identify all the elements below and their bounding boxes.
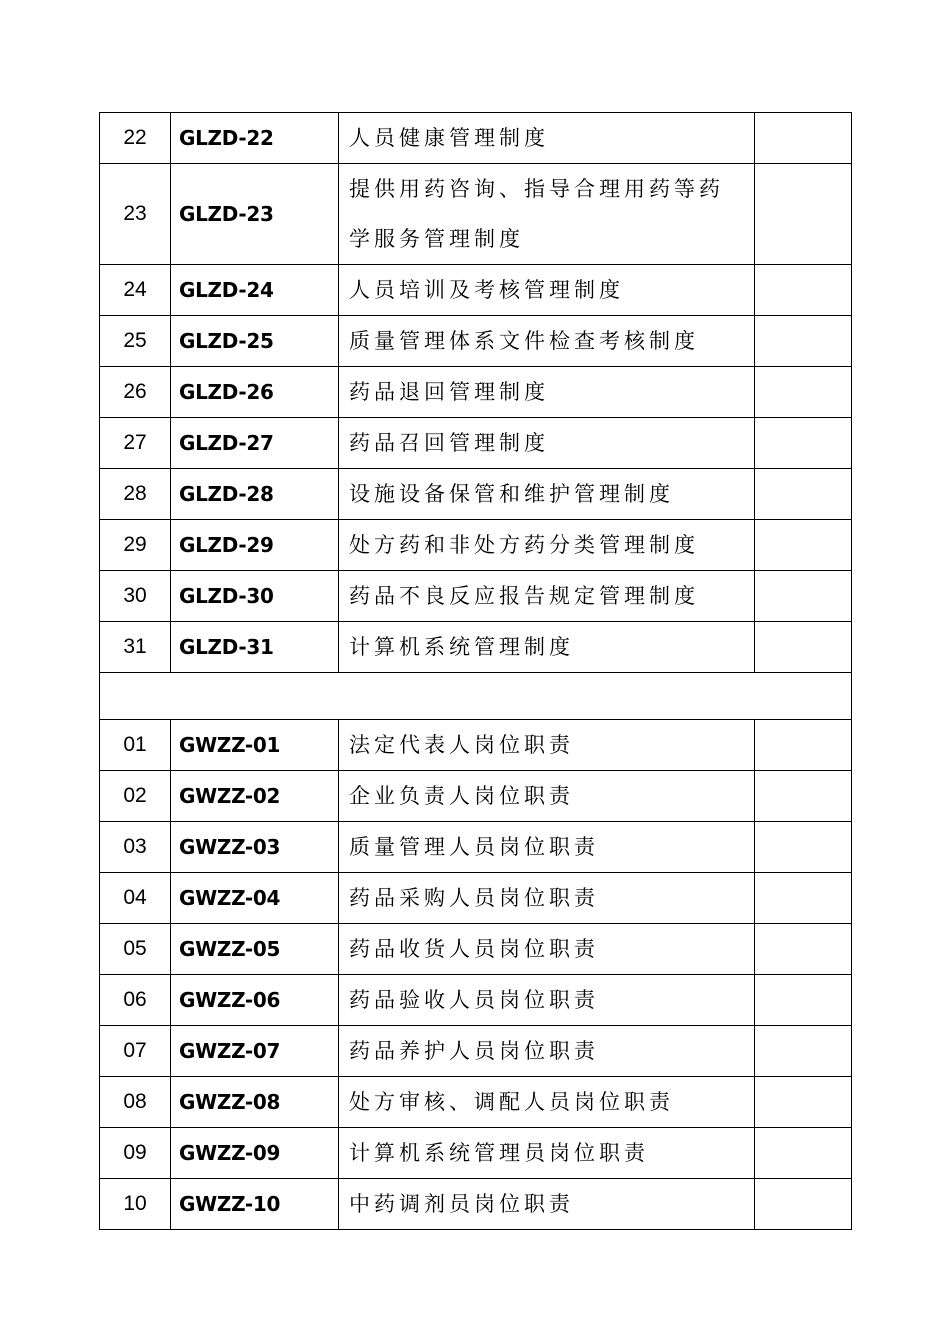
table-row: [100, 418, 852, 469]
document-title: 药品不良反应报告规定管理制度: [339, 571, 755, 622]
document-title: 企业负责人岗位职责: [339, 771, 755, 822]
table-row: [100, 975, 852, 1026]
remark-cell: [755, 975, 852, 1026]
document-table: [99, 112, 852, 1230]
document-code: GLZD-26: [171, 367, 339, 418]
document-code: GLZD-27: [171, 418, 339, 469]
document-code: GLZD-29: [171, 520, 339, 571]
document-code: GWZZ-09: [171, 1128, 339, 1179]
remark-cell: [755, 771, 852, 822]
document-code: GLZD-23: [171, 164, 339, 265]
row-number: 06: [100, 975, 171, 1026]
table-row: [100, 822, 852, 873]
remark-cell: [755, 822, 852, 873]
document-code: GWZZ-02: [171, 771, 339, 822]
document-title: 人员健康管理制度: [339, 113, 755, 164]
document-code: GLZD-28: [171, 469, 339, 520]
table-row: [100, 520, 852, 571]
document-title: 提供用药咨询、指导合理用药等药学服务管理制度: [339, 164, 755, 265]
row-number: 09: [100, 1128, 171, 1179]
document-title: 药品养护人员岗位职责: [339, 1026, 755, 1077]
document-title: 设施设备保管和维护管理制度: [339, 469, 755, 520]
row-number: 02: [100, 771, 171, 822]
table-row: [100, 164, 852, 265]
row-number: 01: [100, 720, 171, 771]
row-number: 31: [100, 622, 171, 673]
document-title: 处方药和非处方药分类管理制度: [339, 520, 755, 571]
document-title: 药品验收人员岗位职责: [339, 975, 755, 1026]
document-title: 计算机系统管理员岗位职责: [339, 1128, 755, 1179]
remark-cell: [755, 1128, 852, 1179]
document-title: 药品召回管理制度: [339, 418, 755, 469]
remark-cell: [755, 720, 852, 771]
table-row: [100, 316, 852, 367]
section-separator-cell: [100, 673, 852, 720]
remark-cell: [755, 367, 852, 418]
row-number: 24: [100, 265, 171, 316]
document-code: GWZZ-04: [171, 873, 339, 924]
document-code: GLZD-22: [171, 113, 339, 164]
remark-cell: [755, 265, 852, 316]
row-number: 27: [100, 418, 171, 469]
document-code: GLZD-24: [171, 265, 339, 316]
table-row: [100, 1179, 852, 1230]
document-code: GWZZ-10: [171, 1179, 339, 1230]
document-code: GWZZ-05: [171, 924, 339, 975]
document-title: 质量管理体系文件检查考核制度: [339, 316, 755, 367]
table-row: [100, 469, 852, 520]
row-number: 05: [100, 924, 171, 975]
remark-cell: [755, 164, 852, 265]
table-row: [100, 622, 852, 673]
table-row: [100, 771, 852, 822]
row-number: 26: [100, 367, 171, 418]
document-title: 计算机系统管理制度: [339, 622, 755, 673]
table-row: [100, 873, 852, 924]
document-title: 中药调剂员岗位职责: [339, 1179, 755, 1230]
row-number: 08: [100, 1077, 171, 1128]
remark-cell: [755, 571, 852, 622]
table-row: [100, 113, 852, 164]
remark-cell: [755, 418, 852, 469]
table-row: [100, 265, 852, 316]
row-number: 22: [100, 113, 171, 164]
row-number: 07: [100, 1026, 171, 1077]
table-row: [100, 1128, 852, 1179]
document-title: 人员培训及考核管理制度: [339, 265, 755, 316]
remark-cell: [755, 469, 852, 520]
section-separator-row: [100, 673, 852, 720]
document-code: GLZD-25: [171, 316, 339, 367]
document-code: GWZZ-03: [171, 822, 339, 873]
document-code: GWZZ-01: [171, 720, 339, 771]
table-row: [100, 571, 852, 622]
table-row: [100, 720, 852, 771]
document-code: GLZD-30: [171, 571, 339, 622]
remark-cell: [755, 316, 852, 367]
document-code: GWZZ-08: [171, 1077, 339, 1128]
remark-cell: [755, 1026, 852, 1077]
table-row: [100, 1077, 852, 1128]
document-title: 质量管理人员岗位职责: [339, 822, 755, 873]
table-row: [100, 924, 852, 975]
document-code: GWZZ-06: [171, 975, 339, 1026]
remark-cell: [755, 622, 852, 673]
row-number: 29: [100, 520, 171, 571]
row-number: 30: [100, 571, 171, 622]
document-title: 药品收货人员岗位职责: [339, 924, 755, 975]
remark-cell: [755, 924, 852, 975]
document-title: 药品退回管理制度: [339, 367, 755, 418]
row-number: 25: [100, 316, 171, 367]
remark-cell: [755, 873, 852, 924]
table-row: [100, 367, 852, 418]
row-number: 10: [100, 1179, 171, 1230]
remark-cell: [755, 1077, 852, 1128]
table-row: [100, 1026, 852, 1077]
row-number: 28: [100, 469, 171, 520]
row-number: 23: [100, 164, 171, 265]
document-title: 法定代表人岗位职责: [339, 720, 755, 771]
document-code: GWZZ-07: [171, 1026, 339, 1077]
remark-cell: [755, 520, 852, 571]
remark-cell: [755, 1179, 852, 1230]
row-number: 04: [100, 873, 171, 924]
row-number: 03: [100, 822, 171, 873]
document-code: GLZD-31: [171, 622, 339, 673]
document-title: 药品采购人员岗位职责: [339, 873, 755, 924]
remark-cell: [755, 113, 852, 164]
document-title: 处方审核、调配人员岗位职责: [339, 1077, 755, 1128]
